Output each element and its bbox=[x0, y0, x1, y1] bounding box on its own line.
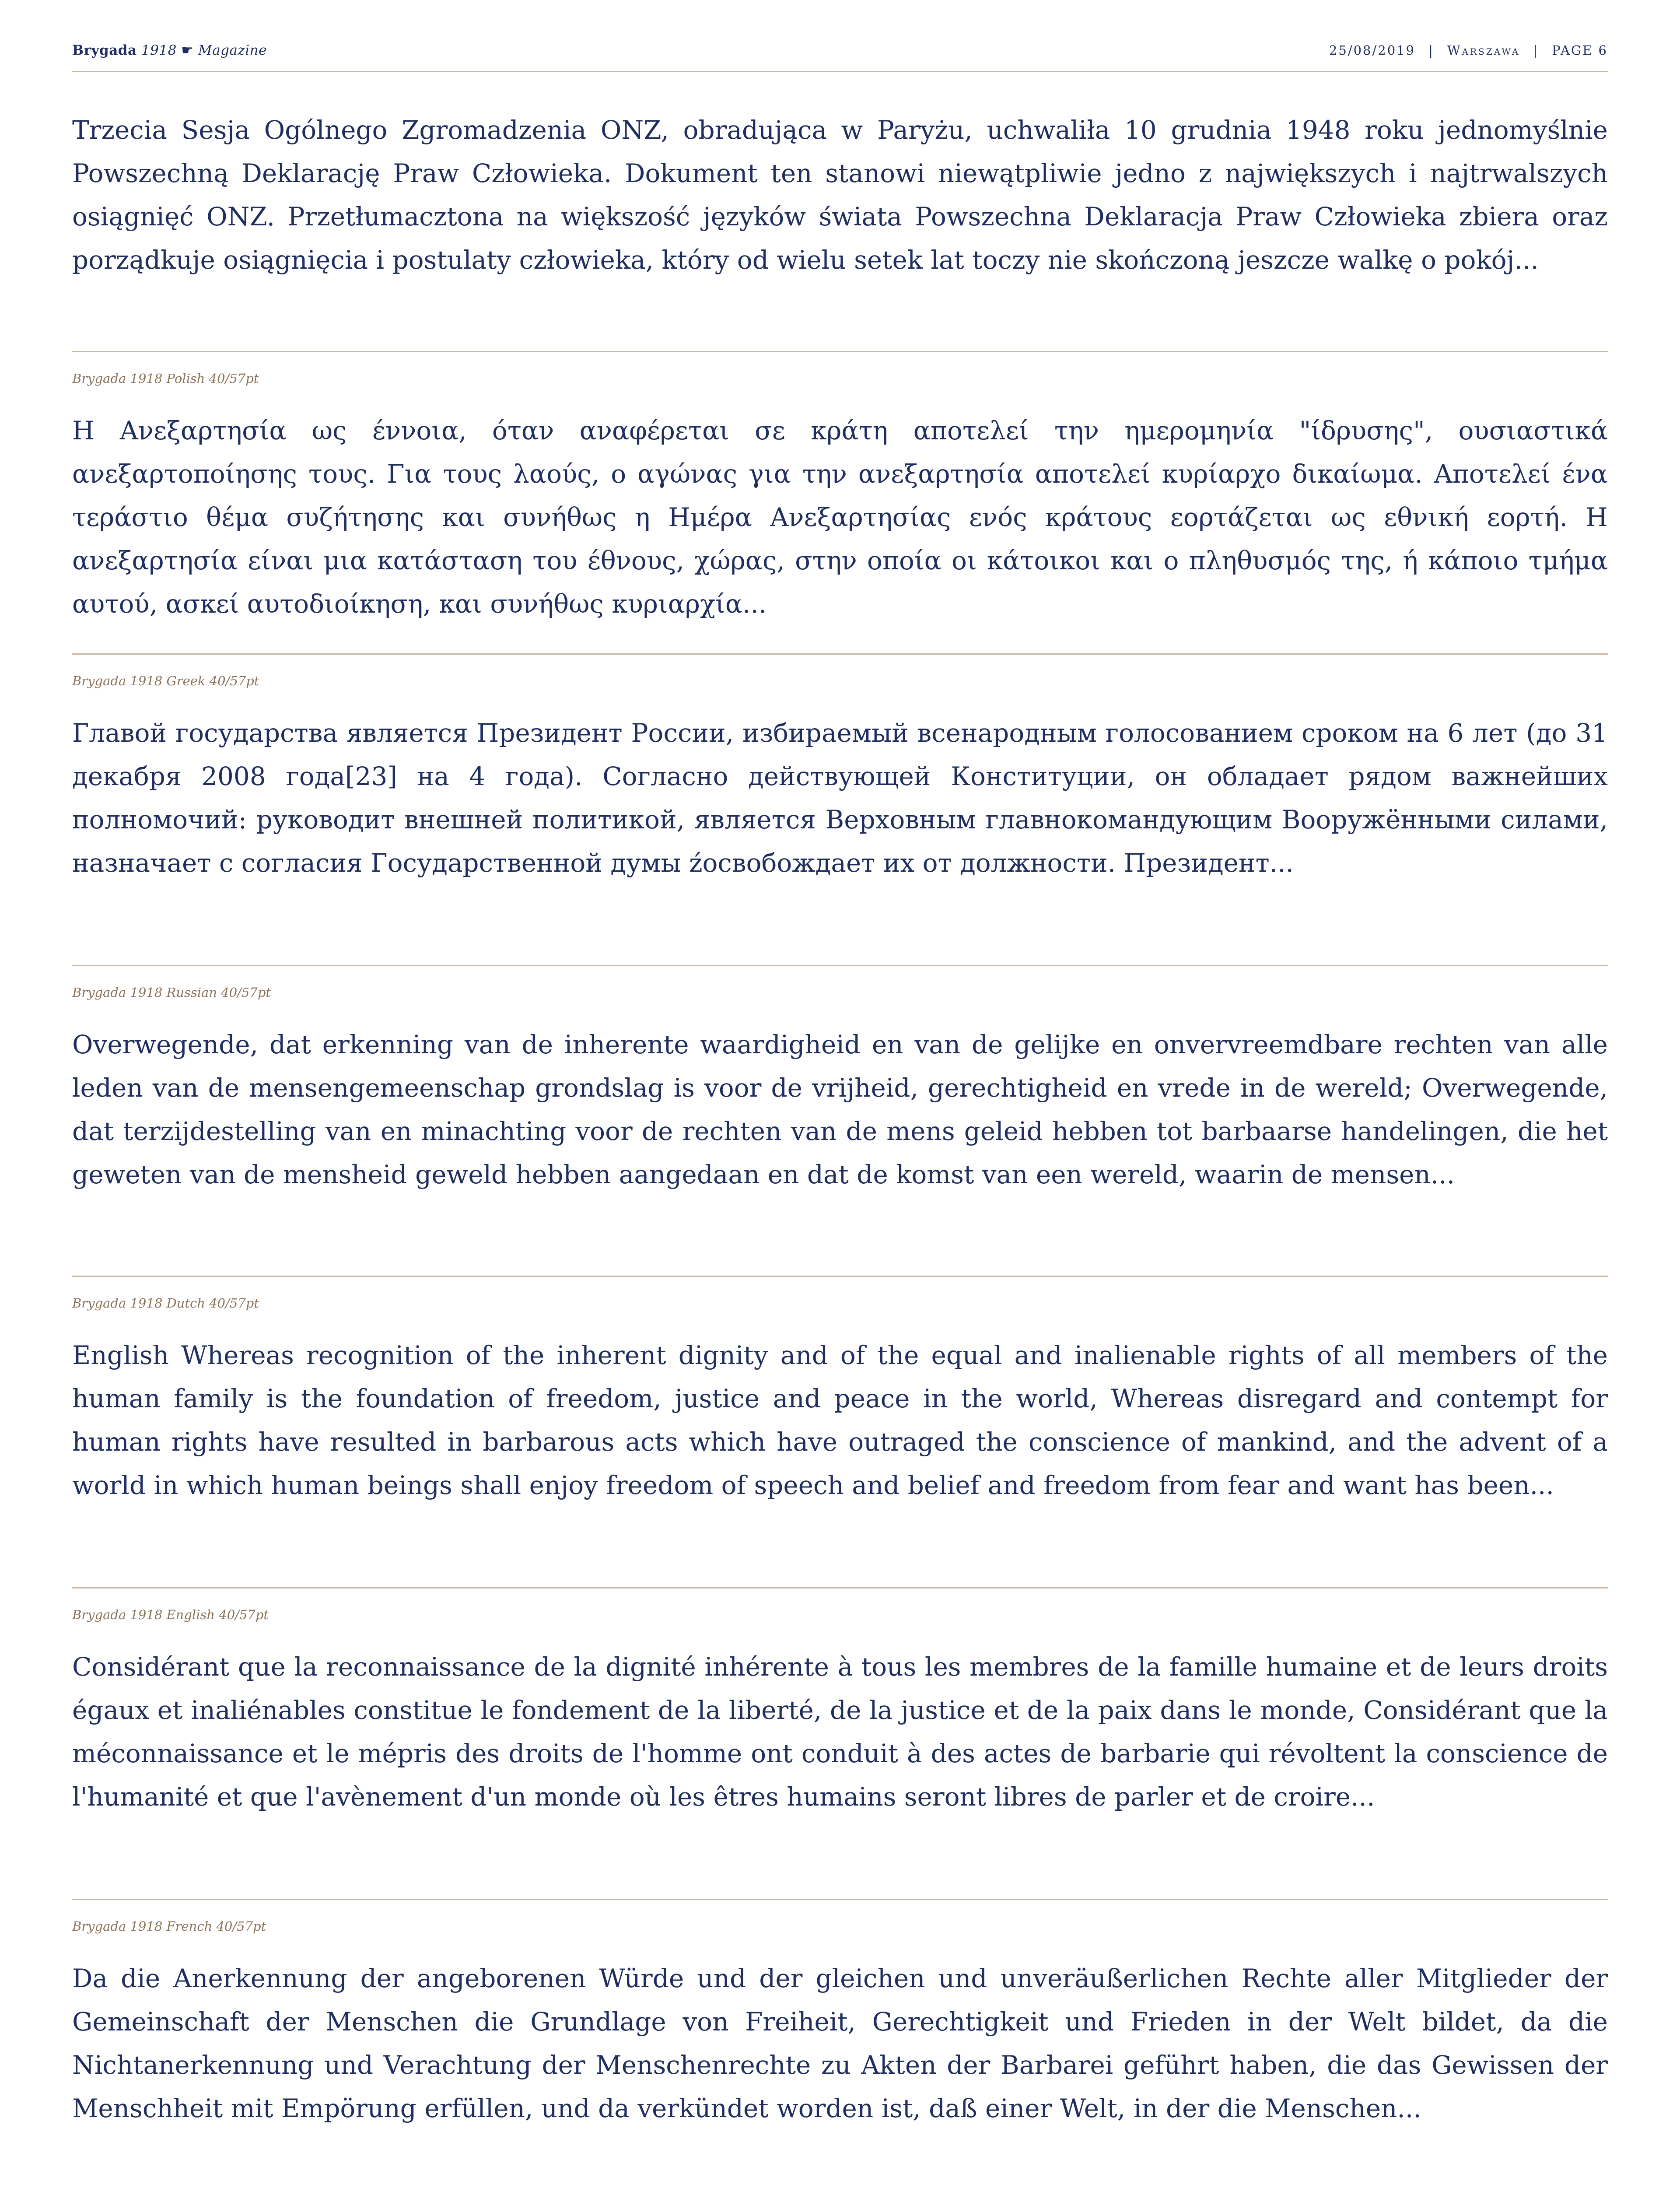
hand-pointer-icon: ☛ bbox=[181, 42, 194, 58]
header-divider bbox=[72, 71, 1608, 72]
brand-section: Magazine bbox=[198, 42, 267, 58]
section-divider bbox=[72, 1899, 1608, 1900]
brand-name: Brygada bbox=[72, 42, 137, 58]
sample-text-english: English Whereas recognition of the inherent dignity and of the equal and inalienable rights of all members of the human family is the foundation of freedom, justice and peace in the world, Whereas disregard and contempt for human rights have resulted in barbarous acts which have outraged the conscience of mankind, and the advent of a world in which human beings shall enjoy freedom of speech and belief and freedom from fear and want has been... bbox=[72, 1340, 1608, 1500]
sample-text-russian: Главой государства является Президент России, избираемый всенародным голосованием сроком на 6 лет (до 31 декабря 2008 года[23] на 4 года). Согласно действующей Конституции, он обладает рядом важнейших полномочий: руководит внешней политикой, является Верховным главнокомандующим Вооружёнными силами, назначает с согласия Государственной думы źосвобождает их от должности. Президент... bbox=[72, 718, 1608, 878]
meta-separator: | bbox=[1533, 43, 1539, 58]
section-divider bbox=[72, 351, 1608, 352]
sample-text-polish: Trzecia Sesja Ogólnego Zgromadzenia ONZ, obradująca w Paryżu, uchwaliła 10 grudnia 1948 roku jednomyślnie Powszechną Deklarację Praw Człowieka. Dokument ten stanowi niewątpliwie jedno z największych i najtrwalszych osiągnięć ONZ. Przetłumacztona na większość języków świata Powszechna Deklaracja Praw Człowieka zbiera oraz porządkuje osiągnięcia i postulaty człowieka, który od wielu setek lat toczy nie skończoną jeszcze walkę o pokój... bbox=[72, 115, 1608, 275]
sample-text-greek: Η Ανεξαρτησία ως έννοια, όταν αναφέρεται σε κράτη αποτελεί την ημερομηνία "ίδρυσης", ουσιαστικά ανεξαρτοποίησης τους. Για τους λαούς, ο αγώνας για την ανεξαρτησία αποτελεί κυρίαρχο δικαίωμα. Αποτελεί ένα τεράστιο θέμα συζήτησης και συνήθως η Ημέρα Ανεξαρτησίας ενός κράτους εορτάζεται ως εθνική εορτή. Η ανεξαρτησία είναι μια κατάσταση του έθνους, χώρας, στην οποία οι κάτοικοι και ο πληθυσμός της, ή κάποιο τμήμα αυτού, ασκεί αυτοδιοίκηση, και συνήθως κυριαρχία... bbox=[72, 416, 1608, 619]
sample-text-french: Considérant que la reconnaissance de la dignité inhérente à tous les membres de la famille humaine et de leurs droits égaux et inaliénables constitue le fondement de la liberté, de la justice et de la paix dans le monde, Considérant que la méconnaissance et le mépris des droits de l'homme ont conduit à des actes de barbarie qui révoltent la conscience de l'humanité et que l'avènement d'un monde où les êtres humains seront libres de parler et de croire... bbox=[72, 1652, 1608, 1812]
section-divider bbox=[72, 1587, 1608, 1588]
sample-caption-polish: Brygada 1918 Polish 40/57pt bbox=[72, 371, 259, 386]
section-divider bbox=[72, 653, 1608, 655]
issue-city: Warszawa bbox=[1447, 43, 1520, 58]
page-header bbox=[72, 39, 1608, 61]
magazine-brand bbox=[72, 42, 267, 58]
sample-caption-greek: Brygada 1918 Greek 40/57pt bbox=[72, 673, 259, 688]
sample-caption-french: Brygada 1918 French 40/57pt bbox=[72, 1919, 266, 1934]
brand-year: 1918 bbox=[141, 42, 177, 58]
sample-caption-dutch: Brygada 1918 Dutch 40/57pt bbox=[72, 1296, 259, 1311]
sample-caption-russian: Brygada 1918 Russian 40/57pt bbox=[72, 985, 271, 1000]
section-divider bbox=[72, 1276, 1608, 1277]
page-number: PAGE 6 bbox=[1552, 43, 1608, 58]
sample-text-dutch: Overwegende, dat erkenning van de inherente waardigheid en van de gelijke en onvervreemdbare rechten van alle leden van de mensengemeenschap grondslag is voor de vrijheid, gerechtigheid en vrede in de wereld; Overwegende, dat terzijdestelling van en minachting voor de rechten van de mens geleid hebben tot barbaarse handelingen, die het geweten van de mensheid geweld hebben aangedaan en dat de komst van een wereld, waarin de mensen... bbox=[72, 1030, 1608, 1189]
section-divider bbox=[72, 965, 1608, 966]
sample-text-german: Da die Anerkennung der angeborenen Würde und der gleichen und unveräußerlichen Rechte aller Mitglieder der Gemeinschaft der Menschen die Grundlage von Freiheit, Gerechtigkeit und Frieden in der Welt bildet, da die Nichtanerkennung und Verachtung der Menschenrechte zu Akten der Barbarei geführt haben, die das Gewissen der Menschheit mit Empörung erfüllen, und da verkündet worden ist, daß einer Welt, in der die Menschen... bbox=[72, 1964, 1608, 2123]
header-meta bbox=[1329, 43, 1608, 58]
meta-separator: | bbox=[1428, 43, 1434, 58]
sample-caption-english: Brygada 1918 English 40/57pt bbox=[72, 1607, 269, 1622]
issue-date: 25/08/2019 bbox=[1329, 43, 1416, 58]
